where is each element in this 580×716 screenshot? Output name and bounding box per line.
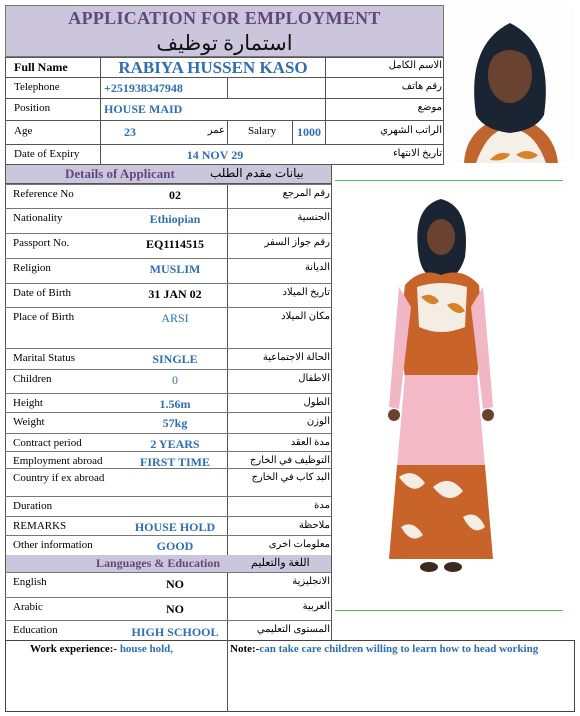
- full-name-ar: الاسم الكامل: [388, 60, 442, 71]
- row-label-ar: العربية: [302, 601, 330, 612]
- row-label: Country if ex abroad: [13, 472, 105, 484]
- row-label: Employment abroad: [13, 455, 103, 467]
- row-value: 57kg: [162, 416, 188, 430]
- table-row: [5, 451, 331, 468]
- table-row: [5, 597, 331, 620]
- full-name-label: Full Name: [14, 60, 68, 74]
- row-value: MUSLIM: [149, 262, 201, 276]
- row-value: GOOD: [156, 539, 194, 553]
- table-row: [5, 283, 331, 307]
- applicant-full-body-photo: [381, 187, 501, 587]
- row-value: SINGLE: [152, 352, 198, 366]
- telephone-ar: رقم هاتف: [401, 81, 442, 92]
- row-label-ar: الجنسية: [297, 212, 330, 223]
- row-label-ar: الحالة الاجتماعية: [262, 352, 330, 363]
- row-label-ar: البد كاب في الخارج: [251, 472, 330, 483]
- row-label-ar: المستوى التعليمي: [256, 624, 330, 635]
- applicant-portrait-photo: [446, 5, 575, 163]
- row-label: Marital Status: [13, 352, 76, 364]
- row-label-ar: الطول: [303, 397, 330, 408]
- row-value: HIGH SCHOOL: [131, 625, 219, 639]
- row-label: Reference No: [13, 188, 74, 200]
- age-ar: عمر: [207, 125, 225, 136]
- salary-ar: الراتب الشهري: [380, 125, 442, 136]
- row-label-ar: الاطفال: [298, 373, 330, 384]
- languages-title: Languages & Education: [96, 556, 221, 570]
- expiry-ar: تاريخ الانتهاء: [392, 148, 442, 159]
- row-label: Contract period: [13, 437, 82, 449]
- table-row: [5, 433, 331, 451]
- details-title: Details of Applicant: [65, 166, 175, 181]
- row-label: Other information: [13, 539, 93, 551]
- table-row: [5, 233, 331, 258]
- row-label: English: [13, 576, 47, 588]
- row-label: REMARKS: [13, 520, 67, 532]
- table-row: [5, 208, 331, 233]
- table-row: [5, 184, 331, 208]
- row-label-ar: مدة العقد: [290, 437, 330, 448]
- row-label: Religion: [13, 262, 51, 274]
- row-value: NO: [166, 602, 184, 616]
- table-row: [5, 516, 331, 535]
- table-row: [5, 369, 331, 393]
- age-label: Age: [14, 125, 33, 137]
- expiry-label: Date of Expiry: [14, 148, 80, 160]
- details-title-ar: بيانات مقدم الطلب: [210, 166, 304, 180]
- row-label-ar: الوزن: [306, 416, 330, 427]
- row-value: NO: [166, 577, 184, 591]
- row-value: 2 YEARS: [150, 437, 200, 451]
- row-label-ar: معلومات اخرى: [268, 539, 330, 550]
- table-row: [5, 307, 331, 348]
- salary-value: 1000: [297, 125, 321, 139]
- row-label-ar: ملاحظة: [298, 520, 330, 531]
- expiry-value: 14 NOV 29: [186, 148, 244, 162]
- table-row: [5, 348, 331, 369]
- languages-title-ar: اللغة والتعليم: [251, 557, 310, 569]
- note-label: Note:-: [230, 643, 260, 655]
- row-label-ar: رقم جواز السفر: [264, 237, 330, 248]
- row-value: FIRST TIME: [140, 455, 210, 469]
- salary-label: Salary: [248, 125, 277, 137]
- row-label: Arabic: [13, 601, 43, 613]
- row-value: HOUSE HOLD: [134, 520, 216, 534]
- row-label-ar: مدة: [314, 500, 330, 511]
- form-title-ar: استمارة توظيف: [156, 31, 293, 55]
- position-value: HOUSE MAID: [104, 102, 183, 116]
- note: [230, 643, 538, 655]
- table-row: [5, 496, 331, 516]
- telephone-label: Telephone: [14, 81, 60, 93]
- form-title-en: APPLICATION FOR EMPLOYMENT: [68, 8, 381, 28]
- note-value: can take care children willing to learn how to head working: [259, 643, 539, 655]
- position-ar: موضع: [417, 102, 442, 113]
- languages-section-header: [6, 555, 331, 572]
- row-label-ar: رقم المرجع: [282, 188, 330, 199]
- row-label: Date of Birth: [13, 287, 72, 299]
- table-row: [5, 412, 331, 433]
- row-label-ar: التوظيف في الخارج: [249, 455, 330, 466]
- row-label-ar: الانجليزية: [292, 576, 330, 587]
- row-label: Duration: [13, 500, 53, 512]
- position-label: Position: [14, 102, 51, 114]
- row-value: ARSI: [161, 311, 189, 325]
- work-experience-label: Work experience:-: [30, 643, 118, 655]
- work-experience: [30, 643, 173, 655]
- row-label-ar: تاريخ الميلاد: [282, 287, 330, 298]
- table-row: [5, 393, 331, 412]
- work-experience-value: house hold,: [119, 643, 174, 655]
- table-row: [5, 620, 331, 640]
- row-value: 1.56m: [159, 397, 191, 411]
- row-label: Height: [13, 397, 43, 409]
- table-row: [5, 468, 331, 496]
- row-label: Education: [13, 624, 58, 636]
- row-value: 02: [169, 188, 181, 202]
- row-label: Place of Birth: [13, 311, 75, 323]
- row-value: EQ1114515: [145, 237, 204, 251]
- row-value: 31 JAN 02: [148, 287, 202, 301]
- row-label: Passport No.: [13, 237, 70, 249]
- row-label-ar: الديانة: [304, 262, 330, 273]
- form-header: [5, 5, 444, 57]
- table-row: [5, 572, 331, 597]
- row-value: Ethiopian: [149, 212, 201, 226]
- row-label: Children: [13, 373, 52, 385]
- row-label: Nationality: [13, 212, 63, 224]
- row-label: Weight: [13, 416, 45, 428]
- age-value: 23: [124, 125, 136, 139]
- row-value: 0: [172, 373, 178, 387]
- table-row: [5, 535, 331, 553]
- full-name-value: RABIYA HUSSEN KASO: [118, 58, 308, 77]
- details-section-header: [5, 165, 331, 183]
- table-row: [5, 258, 331, 283]
- row-label-ar: مكان الميلاد: [281, 311, 330, 322]
- telephone-value: +251938347948: [104, 81, 183, 95]
